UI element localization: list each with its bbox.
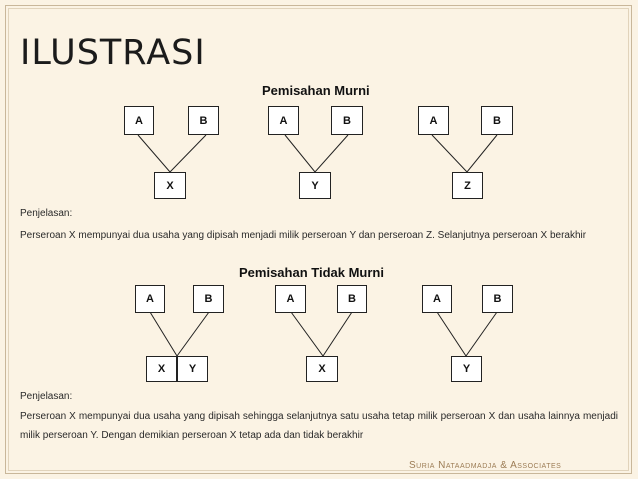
- node-b-2: B: [331, 106, 363, 135]
- node-y-1: Y: [299, 172, 331, 199]
- node-b-3: B: [481, 106, 513, 135]
- node-y-2: Y: [177, 356, 208, 382]
- page-title: ILUSTRASI: [20, 33, 206, 73]
- explanation1-label: Penjelasan:: [20, 208, 73, 219]
- node-x-3: X: [306, 356, 338, 382]
- node-b-4: B: [193, 285, 224, 313]
- node-z-1: Z: [452, 172, 483, 199]
- node-x-1: X: [154, 172, 186, 199]
- explanation1-text: Perseroan X mempunyai dua usaha yang dipisah menjadi milik perseroan Y dan perseroan Z. Selanjutnya perseroan X berakhir: [20, 230, 587, 241]
- node-b-5: B: [337, 285, 367, 313]
- section1-title: Pemisahan Murni: [262, 83, 370, 98]
- node-a-6: A: [422, 285, 452, 313]
- connector-3: [432, 135, 497, 172]
- connector-1: [138, 135, 206, 172]
- connector-6: [437, 312, 497, 356]
- node-y-3: Y: [451, 356, 482, 382]
- footer-credit: Suria Nataadmadja & Associates: [409, 460, 562, 471]
- explanation2-label: Penjelasan:: [20, 391, 73, 402]
- node-x-2: X: [146, 356, 177, 382]
- node-a-4: A: [135, 285, 165, 313]
- explanation2-text: Perseroan X mempunyai dua usaha yang dipisah sehingga selanjutnya satu usaha tetap milik perseroan X dan usaha lainnya menjadi milik perseroan Y. Dengan demikian perseroan X tetap ada dan tidak berakhir: [20, 411, 618, 441]
- connector-5: [291, 312, 352, 356]
- node-a-5: A: [275, 285, 306, 313]
- node-b-6: B: [482, 285, 513, 313]
- section2-title: Pemisahan Tidak Murni: [239, 265, 384, 280]
- node-a-1: A: [124, 106, 154, 135]
- node-b-1: B: [188, 106, 219, 135]
- node-a-2: A: [268, 106, 299, 135]
- connector-2: [285, 135, 348, 172]
- node-a-3: A: [418, 106, 449, 135]
- connector-4: [150, 312, 209, 356]
